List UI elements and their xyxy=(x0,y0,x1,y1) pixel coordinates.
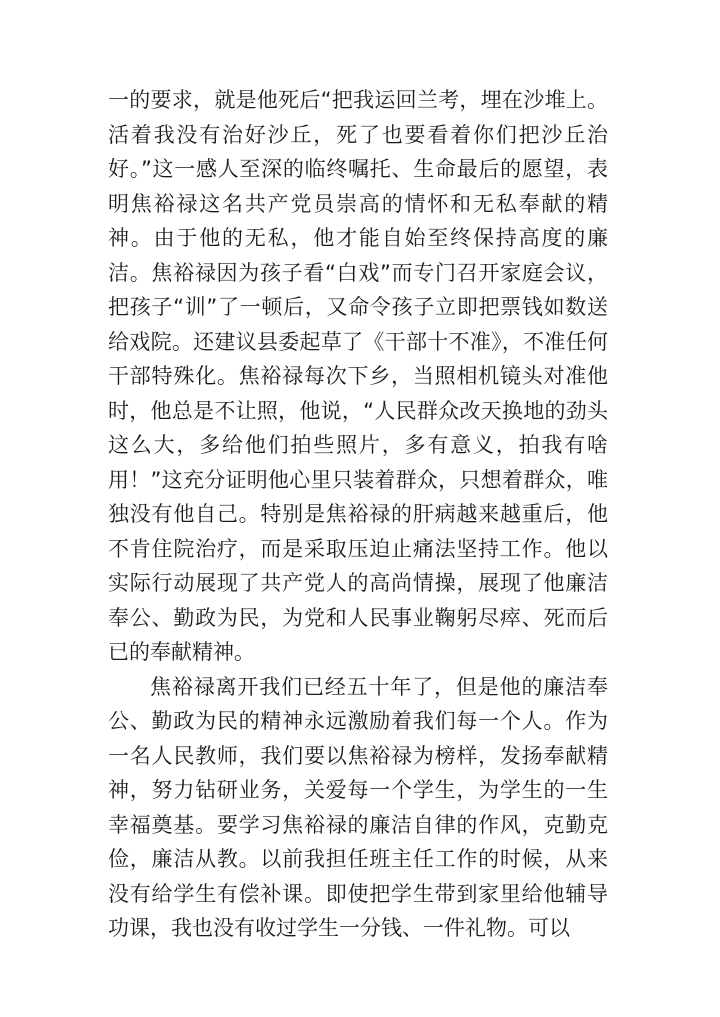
paragraph-2: 焦裕禄离开我们已经五十年了，但是他的廉洁奉公、勤政为民的精神永远激励着我们每一个人。作为一名人民教师，我们要以焦裕禄为榜样，发扬奉献精神，努力钻研业务，关爱每一个学生，为学生的一生幸福奠基。要学习焦裕禄的廉洁自律的作风，克勤克俭，廉洁从教。以前我担任班主任工作的时候，从来没有给学生有偿补课。即使把学生带到家里给他辅导功课，我也没有收过学生一分钱、一件礼物。可以 xyxy=(108,674,608,940)
paragraph-1: 一的要求，就是他死后“把我运回兰考，埋在沙堆上。活着我没有治好沙丘，死了也要看着你们把沙丘治好。”这一感人至深的临终嘱托、生命最后的愿望，表明焦裕禄这名共产党员崇高的情怀和无私奉献的精神。由于他的无私，他才能自始至终保持高度的廉洁。焦裕禄因为孩子看“白戏”而专门召开家庭会议，把孩子“训”了一顿后，又命令孩子立即把票钱如数送给戏院。还建议县委起草了《干部十不准》，不准任何干部特殊化。焦裕禄每次下乡，当照相机镜头对准他时，他总是不让照，他说，“人民群众改天换地的劲头这么大，多给他们拍些照片，多有意义，拍我有啥用！”这充分证明他心里只装着群众，只想着群众，唯独没有他自己。特别是焦裕禄的肝病越来越重后，他不肯住院治疗，而是采取压迫止痛法坚持工作。他以实际行动展现了共产党人的高尚情操，展现了他廉洁奉公、勤政为民，为党和人民事业鞠躬尽瘁、死而后已的奉献精神。 xyxy=(108,88,608,664)
body-text xyxy=(108,83,608,946)
